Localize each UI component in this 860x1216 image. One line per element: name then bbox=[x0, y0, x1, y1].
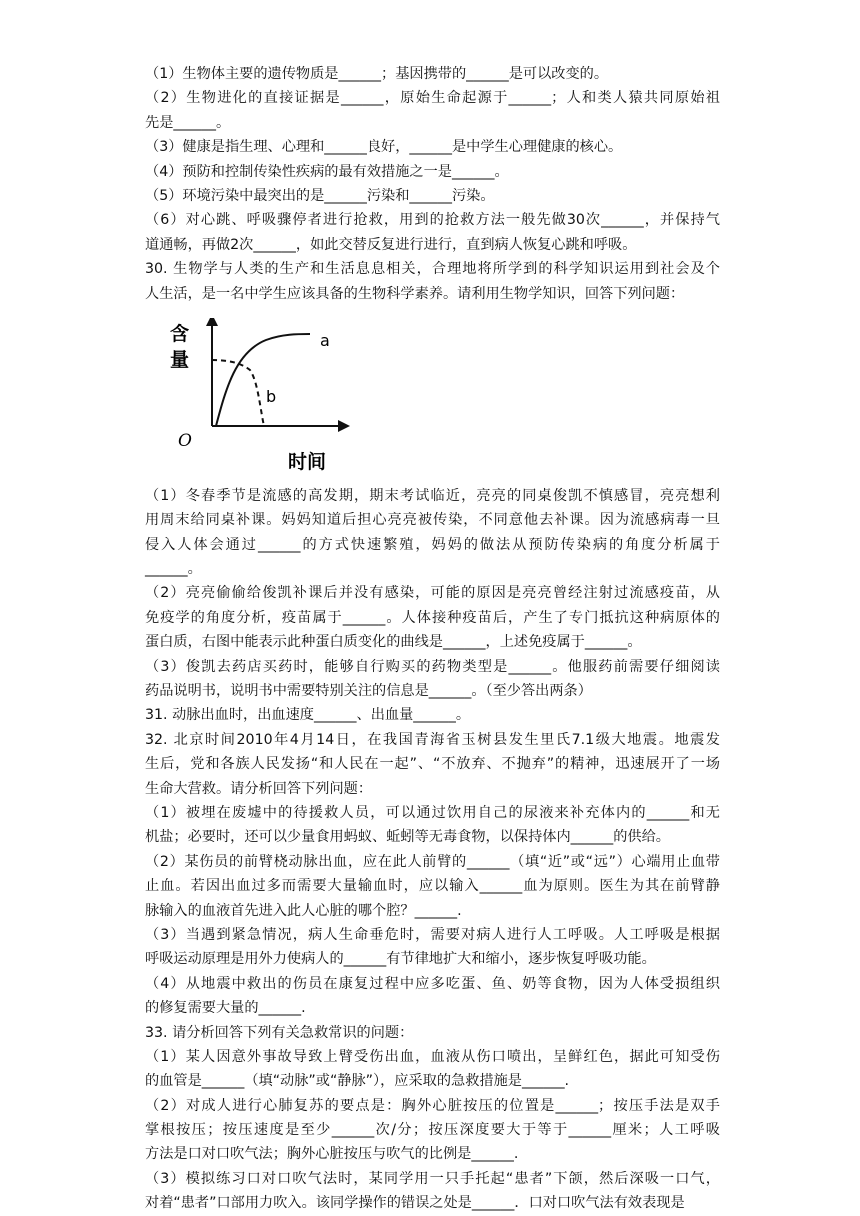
text-line: 的修复需要大量的______. bbox=[145, 1000, 306, 1017]
questions-29-30-text bbox=[145, 62, 720, 306]
text-line: 机盐；必要时，还可以少量食用蚂蚁、蚯蚓等无毒食物，以保持体内______的供给。 bbox=[145, 829, 670, 846]
text-line: 生后，党和各族人民发扬“和人民在一起”、“不放弃、不抛弃”的精神，迅速展开了一场 bbox=[145, 756, 720, 773]
text-line: 生命大营救。请分析回答下列问题： bbox=[145, 780, 373, 797]
text-line: （2）某伤员的前臂桡动脉出血，应在此人前臂的______（填“近”或“远”）心端用止血带 bbox=[145, 853, 720, 870]
text-line: （3）模拟练习口对口吹气法时，某同学用一只手托起“患者”下颌，然后深吸一口气， bbox=[145, 1170, 720, 1187]
text-line: 侵入人体会通过______的方式快速繁殖，妈妈的做法从预防传染病的角度分析属于 bbox=[145, 536, 720, 553]
text-line: 对着“患者”口部用力吹入。该同学操作的错误之处是______．口对口吹气法有效表现是 bbox=[145, 1195, 685, 1212]
origin-label: O bbox=[178, 430, 192, 451]
text-line: 止血。若因出血过多而需要大量输血时，应以输入______血为原则。医生为其在前臂静 bbox=[145, 878, 720, 895]
text-line: 的血管是______（填“动脉”或“静脉”），应采取的急救措施是______. bbox=[145, 1073, 570, 1090]
text-line: （3）俊凯去药店买药时，能够自行购买的药物类型是______。他服药前需要仔细阅读 bbox=[145, 658, 720, 675]
text-line: （2）生物进化的直接证据是______，原始生命起源于______；人和类人猿共同原始祖 bbox=[145, 90, 720, 107]
curve-b-label: b bbox=[266, 386, 277, 406]
text-line: 药品说明书，说明书中需要特别关注的信息是______。（至少答出两条） bbox=[145, 683, 592, 700]
text-line: 30. 生物学与人类的生产和生活息息相关，合理地将所学到的科学知识运用到社会及个 bbox=[145, 261, 720, 278]
text-line: （1）被埋在废墟中的待援救人员，可以通过饮用自己的尿液来补充体内的______和无 bbox=[145, 804, 720, 821]
text-line: 道通畅，再做2次______，如此交替反复进行进行，直到病人恢复心跳和呼吸。 bbox=[145, 236, 637, 253]
y-axis-arrow bbox=[206, 318, 218, 326]
text-line: 呼吸运动原理是用外力使病人的______有节律地扩大和缩小，逐步恢复呼吸功能。 bbox=[145, 951, 656, 968]
text-line: 蛋白质，右图中能表示此种蛋白质变化的曲线是______，上述免疫属于______。 bbox=[145, 634, 642, 651]
y-axis-label-2: 量 bbox=[170, 348, 190, 371]
text-line: 免疫学的角度分析，疫苗属于______。人体接种疫苗后，产生了专门抵抗这种病原体的 bbox=[145, 609, 720, 626]
text-line: ______。 bbox=[145, 561, 202, 578]
content-time-graph bbox=[145, 306, 720, 484]
text-line: （6）对心跳、呼吸骤停者进行抢救，用到的抢救方法一般先做30次______，并保持气 bbox=[145, 212, 720, 229]
curve-a bbox=[216, 334, 310, 426]
text-line: 31. 动脉出血时，出血速度______、出血量______。 bbox=[145, 707, 471, 724]
text-line: （1）某人因意外事故导致上臂受伤出血，血液从伤口喷出，呈鲜红色，据此可知受伤 bbox=[145, 1048, 720, 1065]
text-line: （1）冬春季节是流感的高发期，期末考试临近，亮亮的同桌俊凯不慎感冒，亮亮想利 bbox=[145, 487, 720, 504]
text-line: 方法是口对口吹气法；胸外心脏按压与吹气的比例是______. bbox=[145, 1146, 519, 1163]
text-line: （1）生物体主要的遗传物质是______；基因携带的______是可以改变的。 bbox=[145, 66, 609, 82]
x-axis-arrow bbox=[338, 420, 350, 432]
text-line: 脉输入的血液首先进入此人心脏的哪个腔？______. bbox=[145, 902, 462, 919]
questions-30-33-text bbox=[145, 484, 720, 1216]
text-line: （5）环境污染中最突出的是______污染和______污染。 bbox=[145, 187, 495, 204]
exam-page bbox=[145, 62, 720, 1216]
text-line: （4）预防和控制传染性疾病的最有效措施之一是______。 bbox=[145, 163, 509, 180]
text-line: 33. 请分析回答下列有关急救常识的问题： bbox=[145, 1024, 414, 1041]
x-axis-label: 时间 bbox=[288, 450, 327, 473]
graph-svg bbox=[170, 318, 370, 490]
text-line: （3）当遇到紧急情况，病人生命垂危时，需要对病人进行人工呼吸。人工呼吸是根据 bbox=[145, 926, 720, 943]
curve-a-label: a bbox=[320, 330, 330, 350]
curve-b bbox=[212, 360, 264, 426]
text-line: 先是______。 bbox=[145, 114, 231, 131]
text-line: （2）对成人进行心肺复苏的要点是：胸外心脏按压的位置是______；按压手法是双手 bbox=[145, 1097, 720, 1114]
text-line: 用周末给同桌补课。妈妈知道后担心亮亮被传染，不同意他去补课。因为流感病毒一旦 bbox=[145, 512, 720, 529]
y-axis-label-1: 含 bbox=[170, 322, 190, 345]
text-line: （4）从地震中救出的伤员在康复过程中应多吃蛋、鱼、奶等食物，因为人体受损组织 bbox=[145, 975, 720, 992]
text-line: 32. 北京时间2010年4月14日，在我国青海省玉树县发生里氏7.1级大地震。地震发 bbox=[145, 731, 720, 748]
text-line: （3）健康是指生理、心理和______良好，______是中学生心理健康的核心。 bbox=[145, 139, 623, 156]
text-line: （2）亮亮偷偷给俊凯补课后并没有感染，可能的原因是亮亮曾经注射过流感疫苗，从 bbox=[145, 585, 720, 602]
text-line: 人生活，是一名中学生应该具备的生物科学素养。请利用生物学知识，回答下列问题： bbox=[145, 285, 685, 302]
text-line: 掌根按压；按压速度是至少______次/分；按压深度要大于等于______厘米；人工呼吸 bbox=[145, 1122, 720, 1139]
